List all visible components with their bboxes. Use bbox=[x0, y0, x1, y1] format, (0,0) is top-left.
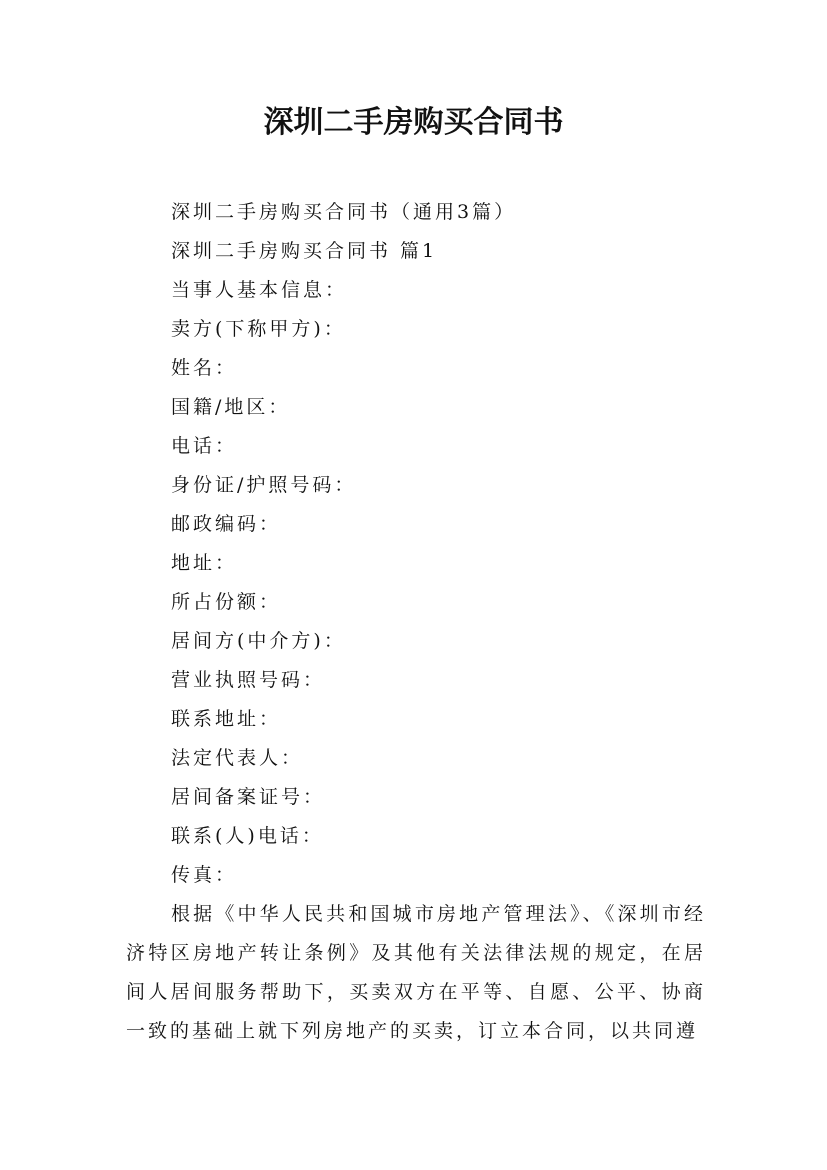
address-field-label: 地址： bbox=[171, 552, 238, 574]
phone-field-label: 电话： bbox=[171, 435, 238, 457]
name-field-label: 姓名： bbox=[171, 357, 238, 379]
id-number-field-label: 身份证/护照号码： bbox=[171, 474, 357, 496]
share-field-label: 所占份额： bbox=[171, 591, 282, 613]
agent-registration-field-label: 居间备案证号： bbox=[171, 786, 326, 808]
postal-code-field-label: 邮政编码： bbox=[171, 513, 282, 535]
contact-phone-field-label: 联系(人)电话： bbox=[171, 825, 324, 847]
contact-address-field-label: 联系地址： bbox=[171, 708, 282, 730]
party-info-heading: 当事人基本信息： bbox=[171, 279, 348, 301]
document-title: 深圳二手房购买合同书 bbox=[263, 105, 564, 140]
section-heading: 深圳二手房购买合同书 篇1 bbox=[171, 240, 438, 262]
legal-representative-field-label: 法定代表人： bbox=[171, 747, 304, 769]
license-number-field-label: 营业执照号码： bbox=[171, 669, 326, 691]
subtitle-line: 深圳二手房购买合同书（通用3篇） bbox=[171, 201, 517, 223]
document-body bbox=[126, 193, 706, 1051]
fax-field-label: 传真： bbox=[171, 864, 238, 886]
nationality-field-label: 国籍/地区： bbox=[171, 396, 291, 418]
preamble-paragraph: 根据《中华人民共和国城市房地产管理法》、《深圳市经济特区房地产转让条例》及其他有关法律法规的规定，在居间人居间服务帮助下，买卖双方在平等、自愿、公平、协商一致的基础上就下列房地产的买卖，订立本合同，以共同遵 bbox=[126, 903, 706, 1042]
seller-label: 卖方(下称甲方)： bbox=[171, 318, 346, 340]
agent-label: 居间方(中介方)： bbox=[171, 630, 346, 652]
